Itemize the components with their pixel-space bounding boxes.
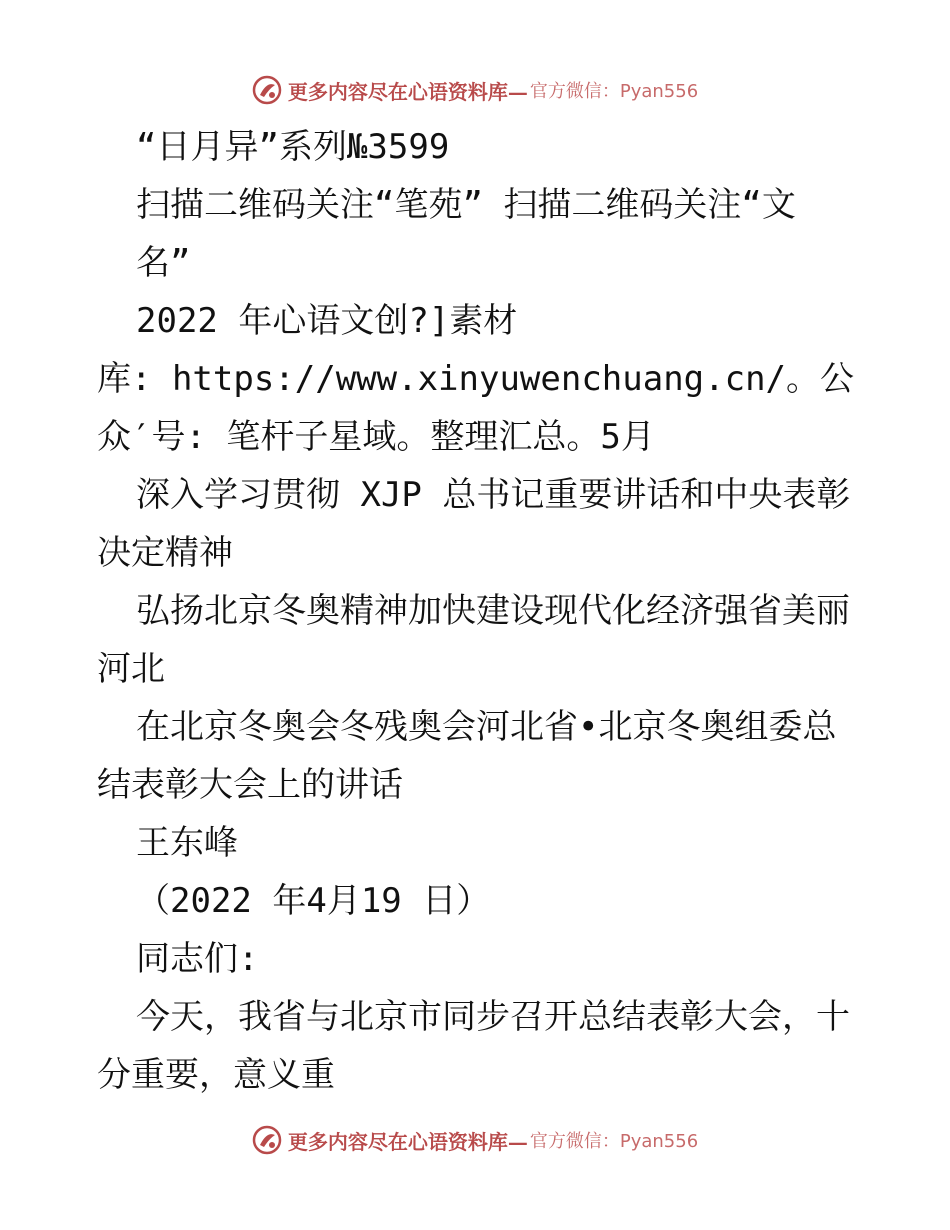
salutation: 同志们: (136, 939, 259, 979)
author: 王东峰 (136, 823, 238, 863)
header-banner (0, 70, 950, 110)
banner-wechat: 官方微信：Pyan556 (529, 81, 699, 102)
logo-icon (252, 1125, 282, 1155)
footer-banner (0, 1120, 950, 1160)
occasion-line-cont: 结表彰大会上的讲话 (97, 765, 403, 805)
occasion-line: 在北京冬奥会冬残奥会河北省•北京冬奥组委总 (136, 707, 837, 747)
subtitle-line-cont: 决定精神 (97, 533, 233, 573)
paragraph-line: 今天，我省与北京市同步召开总结表彰大会，十 (136, 997, 850, 1037)
qr-notice-line: 扫描二维码关注“笔苑” 扫描二维码关注“文 (136, 185, 796, 225)
banner-text: 更多内容尽在心语资料库— (287, 1129, 528, 1154)
source-line: 2022 年心语文创?]素材 (136, 301, 518, 341)
qr-notice-line-cont: 名” (136, 243, 191, 283)
headline: 弘扬北京冬奥精神加快建设现代化经济强省美丽 (136, 591, 850, 631)
url-line: 库: https://www.xinyuwenchuang.cn/。公 (97, 359, 855, 399)
series-title: “日月异”系列№3599 (136, 127, 450, 167)
date-line: （2022 年4月19 日） (136, 881, 491, 921)
logo-icon (252, 75, 282, 105)
account-line: 众′号: 笔杆子星域。整理汇总。5月 (97, 417, 655, 457)
banner-wechat: 官方微信：Pyan556 (529, 1131, 699, 1152)
subtitle-line: 深入学习贯彻 XJP 总书记重要讲话和中央表彰 (136, 475, 851, 515)
paragraph-line-cont: 分重要，意义重 (97, 1055, 335, 1095)
headline-cont: 河北 (97, 649, 165, 689)
banner-text: 更多内容尽在心语资料库— (287, 79, 528, 104)
